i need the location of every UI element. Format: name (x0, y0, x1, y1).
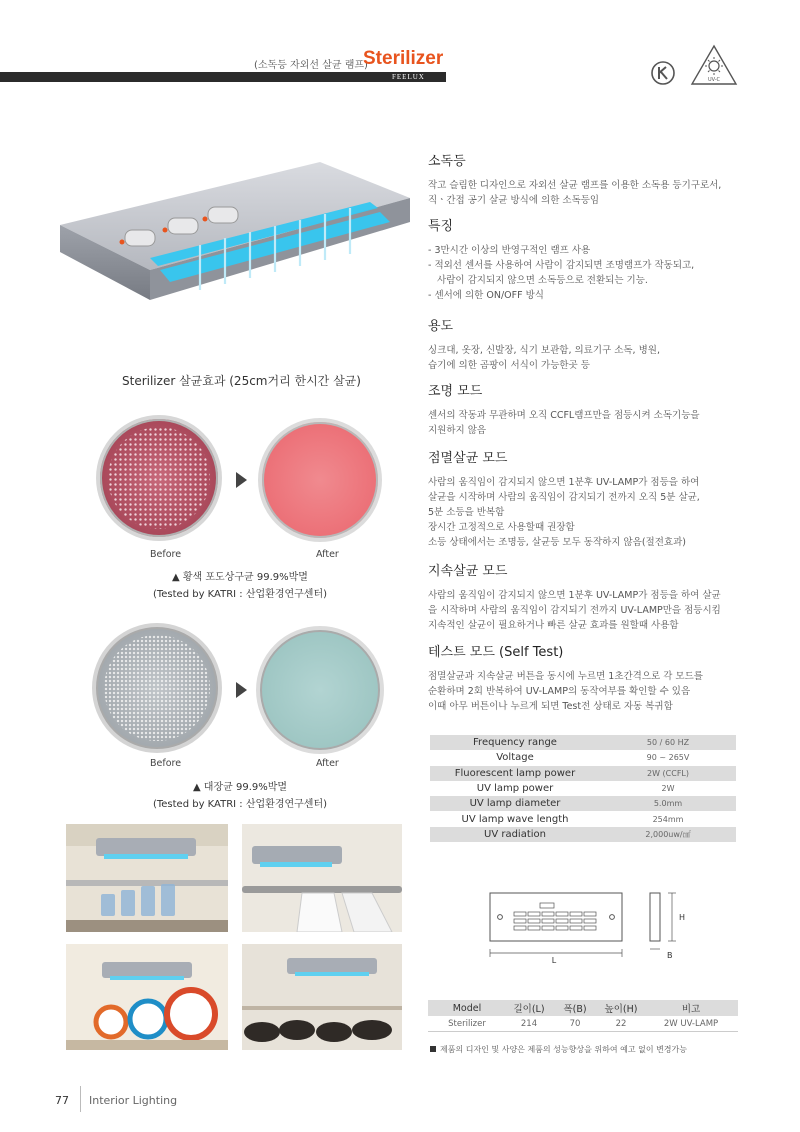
section-title: 점멸살균 모드 (428, 451, 508, 466)
spec-key: Frequency range (473, 737, 557, 749)
section-line: 소등 상태에서는 조명등, 살균등 모두 동작하지 않음(절전효과) (428, 537, 686, 548)
section-lighting-mode (428, 380, 758, 438)
section-test-mode (428, 641, 758, 714)
spec-row (430, 735, 736, 750)
spec-key: UV lamp diameter (469, 798, 561, 810)
dimension-drawing (480, 885, 700, 965)
section-line: 이때 아무 버튼이나 누르게 되면 Test전 상태로 자동 복귀함 (428, 701, 673, 712)
spec-table (430, 735, 736, 842)
section-usage (428, 315, 758, 373)
section-line: 작고 슬림한 디자인으로 자외선 살균 램프를 이용한 소독용 등기구로서, (428, 180, 722, 191)
arrow-right-icon (236, 472, 247, 488)
test2-source: (Tested by KATRI : 산업환경연구센터) (152, 799, 328, 810)
test1-result: ▲ 황색 포도상구균 99.9%박멸 (172, 572, 308, 583)
photo-sink-rack (66, 824, 228, 932)
section-continuous-mode (428, 560, 758, 633)
section-line: 직ㆍ간접 공기 살균 방식에 의한 소독등임 (428, 195, 600, 206)
section-line: 순환하며 2회 반복하여 UV-LAMP의 동작여부를 확인할 수 있음 (428, 686, 691, 697)
footnote-text: 제품의 디자인 및 사양은 제품의 성능향상을 위하여 예고 없이 변경가능 (440, 1045, 687, 1054)
dim-b-label: B (667, 951, 673, 960)
spec-row (430, 781, 736, 796)
header-cell: 길이(L) (513, 1004, 545, 1015)
spec-value: 2W (661, 784, 675, 794)
table-cell: Sterilizer (448, 1018, 486, 1029)
petri-dish-after-2 (256, 626, 384, 754)
model-table (428, 1000, 738, 1032)
spec-value: 5.0mm (653, 799, 683, 809)
section-line: 싱크대, 옷장, 신발장, 식기 보관함, 의료기구 소독, 병원, (428, 345, 660, 356)
section-line: 점멸살균과 지속살균 버튼을 동시에 누르면 1초간격으로 각 모드를 (428, 671, 703, 682)
table-cell: 214 (520, 1018, 538, 1029)
section-line: 센서의 작동과 무관하며 오직 CCFL램프만을 점등시켜 소독기능을 (428, 410, 700, 421)
uv-badge-text: UV-C (707, 77, 721, 83)
photo-towel-rack (242, 824, 402, 932)
header-cell: 비고 (681, 1004, 701, 1015)
footer-divider (80, 1086, 81, 1112)
section-title: 용도 (428, 319, 454, 334)
test2-result: ▲ 대장균 99.9%박멸 (192, 782, 288, 793)
feature-item: 사람이 감지되지 않으면 소독등으로 전환되는 기능. (428, 275, 648, 286)
dim-l-label: L (551, 956, 557, 965)
after-label: After (316, 758, 339, 769)
spec-key: Fluorescent lamp power (454, 767, 576, 779)
section-line: 사람의 움직임이 감지되지 않으면 1분후 UV-LAMP가 점등을 하여 (428, 477, 700, 488)
section-line: 습기에 의한 곰팡이 서식이 가능한곳 등 (428, 360, 590, 371)
uv-warning-icon (690, 44, 738, 86)
feature-item: - 적외선 센서를 사용하여 사람이 감지되면 조명램프가 작동되고, (428, 260, 695, 271)
spec-key: UV lamp wave length (461, 813, 569, 825)
header-cell: 폭(B) (563, 1004, 587, 1015)
section-line: 5분 소등을 반복함 (428, 507, 505, 518)
k-mark-icon (650, 60, 676, 86)
table-row (428, 1016, 738, 1032)
section-blink-mode (428, 447, 758, 550)
spec-value: 2,000uw/㎠ (645, 829, 691, 839)
spec-row (430, 750, 736, 765)
section-line: 장시간 고정적으로 사용할때 권장함 (428, 522, 575, 533)
photo-dish-shelf (66, 944, 228, 1050)
feature-item: - 3만시간 이상의 반영구적인 램프 사용 (428, 245, 591, 256)
section-title: 테스트 모드 (Self Test) (428, 645, 564, 660)
table-cell: 2W UV-LAMP (663, 1018, 719, 1029)
spec-key: UV lamp power (476, 783, 554, 795)
before-label: Before (150, 549, 182, 560)
spec-value: 50 / 60 HZ (646, 738, 690, 748)
header-cell: Model (452, 1002, 482, 1014)
before-label: Before (150, 758, 182, 769)
section-line: 지원하지 않음 (428, 425, 487, 436)
page-number: 77 (55, 1094, 69, 1107)
spec-value: 254mm (652, 814, 684, 824)
spec-key: UV radiation (484, 828, 546, 840)
header-subtitle: (소독등 자외선 살균 램프) (254, 60, 368, 71)
model-table-header (428, 1000, 738, 1016)
brand-name: FEELUX (392, 73, 425, 81)
spec-value: 2W (CCFL) (646, 768, 689, 778)
petri-dish-before-1 (96, 415, 222, 541)
feature-item: - 센서에 의한 ON/OFF 방식 (428, 290, 544, 301)
spec-value: 90 ~ 265V (646, 753, 690, 763)
header-bar (0, 72, 446, 82)
dim-h-label: H (679, 913, 686, 922)
footnote (430, 1044, 687, 1055)
spec-row (430, 766, 736, 781)
after-label: After (316, 549, 339, 560)
sterilization-caption: Sterilizer 살균효과 (25cm거리 한시간 살균) (122, 374, 361, 388)
table-cell: 22 (615, 1018, 627, 1029)
section-line: 을 시작하며 사람의 움직임이 감지되기 전까지 UV-LAMP만을 점등시킴 (428, 605, 721, 616)
section-line: 사람의 움직임이 감지되지 않으면 1분후 UV-LAMP가 점등을 하여 살균 (428, 590, 721, 601)
section-line: 지속적인 살균이 필요하거나 빠른 살균 효과를 원할때 사용함 (428, 620, 679, 631)
footer-title: Interior Lighting (89, 1094, 178, 1107)
product-image (50, 150, 420, 325)
spec-row (430, 796, 736, 811)
spec-row (430, 827, 736, 842)
table-cell: 70 (569, 1018, 581, 1029)
section-features (428, 215, 758, 303)
header-cell: 높이(H) (604, 1004, 638, 1015)
photo-shoe-cabinet (242, 944, 402, 1050)
spec-key: Voltage (496, 752, 534, 764)
section-sterilizer-lamp (428, 150, 758, 208)
spec-row (430, 811, 736, 826)
section-title: 소독등 (428, 154, 466, 169)
section-title: 조명 모드 (428, 384, 483, 399)
section-title: 특징 (428, 219, 454, 234)
arrow-right-icon (236, 682, 247, 698)
petri-dish-after-1 (258, 418, 382, 542)
test1-source: (Tested by KATRI : 산업환경연구센터) (152, 589, 328, 600)
petri-dish-before-2 (92, 623, 222, 753)
section-title: 지속살균 모드 (428, 564, 508, 579)
page-title: Sterilizer (363, 48, 444, 69)
square-bullet-icon (430, 1046, 436, 1052)
section-line: 살균을 시작하며 사람의 움직임이 감지되기 전까지 오직 5분 살균, (428, 492, 700, 503)
